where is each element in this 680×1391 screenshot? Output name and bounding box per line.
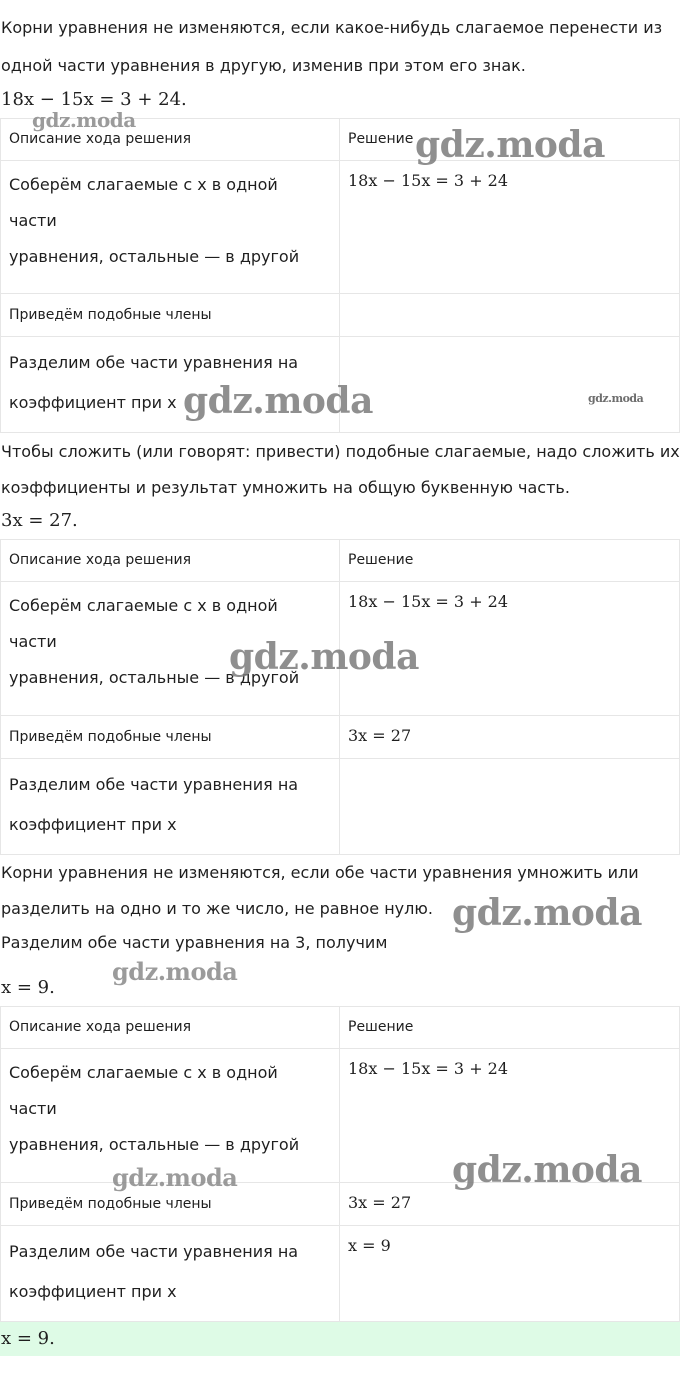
step-divide-line-1: Разделим обе части уравнения на xyxy=(9,1242,299,1261)
step-collect-terms xyxy=(1,161,340,294)
table-header-description: Описание хода решения xyxy=(1,1007,340,1049)
step-collect-line-2: части xyxy=(9,1099,57,1118)
step-collect-line-1: Соберём слагаемые с x в одной xyxy=(9,1063,278,1082)
rule-text-1-cont: одной части уравнения в другую, изменив при этом его знак. xyxy=(1,56,526,75)
step-combine-like-terms: Приведём подобные члены xyxy=(1,716,340,759)
divide-text: Разделим обе части уравнения на 3, получим xyxy=(1,933,388,952)
equation-3: x = 9. xyxy=(1,977,55,998)
answer-box xyxy=(0,1322,680,1356)
equation-2: 3x = 27. xyxy=(1,510,78,531)
watermark: gdz.moda xyxy=(452,892,642,934)
step-collect-line-3: уравнения, остальные — в другой xyxy=(9,668,300,687)
step-collect-line-1: Соберём слагаемые с x в одной xyxy=(9,596,278,615)
equation-1: 18x − 15x = 3 + 24. xyxy=(1,89,187,110)
step-divide xyxy=(1,1226,340,1322)
watermark: gdz.moda xyxy=(183,380,373,422)
solution-step-1: 18x − 15x = 3 + 24 xyxy=(340,582,680,716)
solution-step-1: 18x − 15x = 3 + 24 xyxy=(340,161,680,294)
rule-text-2-cont: коэффициенты и результат умножить на общую буквенную часть. xyxy=(1,478,570,497)
watermark: gdz.moda xyxy=(112,957,238,986)
solution-step-3: x = 9 xyxy=(340,1226,680,1322)
table-header-solution: Решение xyxy=(340,1007,680,1049)
solution-step-2: 3x = 27 xyxy=(340,716,680,759)
watermark: gdz.moda xyxy=(229,636,419,678)
watermark: gdz.moda xyxy=(415,124,605,166)
table-header-solution: Решение xyxy=(340,540,680,582)
table-header-solution: Решение xyxy=(340,119,680,161)
rule-text-2: Чтобы сложить (или говорят: привести) подобные слагаемые, надо сложить их xyxy=(1,442,680,461)
step-combine-like-terms: Приведём подобные члены xyxy=(1,294,340,337)
watermark: gdz.moda xyxy=(32,108,136,132)
step-divide-line-2: коэффициент при x xyxy=(9,815,177,834)
solution-step-3-empty xyxy=(340,759,680,855)
step-divide-line-2: коэффициент при x xyxy=(9,393,177,412)
step-combine-like-terms: Приведём подобные члены xyxy=(1,1183,340,1226)
table-header-description: Описание хода решения xyxy=(1,119,340,161)
solution-step-2-empty xyxy=(340,294,680,337)
answer-value: x = 9. xyxy=(1,1328,55,1349)
rule-text-3: Корни уравнения не изменяются, если обе части уравнения умножить или xyxy=(1,863,639,882)
solution-step-3-empty xyxy=(340,337,680,433)
step-collect-line-1: Соберём слагаемые с x в одной xyxy=(9,175,278,194)
step-divide-line-2: коэффициент при x xyxy=(9,1282,177,1301)
step-divide xyxy=(1,759,340,855)
rule-text-1: Корни уравнения не изменяются, если какое-нибудь слагаемое перенести из xyxy=(1,18,663,37)
rule-text-3-cont: разделить на одно и то же число, не равное нулю. xyxy=(1,899,433,918)
step-collect-line-2: части xyxy=(9,211,57,230)
table-header-description: Описание хода решения xyxy=(1,540,340,582)
watermark: gdz.moda xyxy=(588,392,644,405)
step-collect-line-2: части xyxy=(9,632,57,651)
solution-table-2 xyxy=(0,539,680,855)
step-divide-line-1: Разделим обе части уравнения на xyxy=(9,353,299,372)
step-divide-line-1: Разделим обе части уравнения на xyxy=(9,775,299,794)
solution-step-1: 18x − 15x = 3 + 24 xyxy=(340,1049,680,1183)
step-collect-line-3: уравнения, остальные — в другой xyxy=(9,1135,300,1154)
watermark: gdz.moda xyxy=(112,1163,238,1192)
watermark: gdz.moda xyxy=(452,1149,642,1191)
solution-step-2: 3x = 27 xyxy=(340,1183,680,1226)
step-collect-line-3: уравнения, остальные — в другой xyxy=(9,247,300,266)
